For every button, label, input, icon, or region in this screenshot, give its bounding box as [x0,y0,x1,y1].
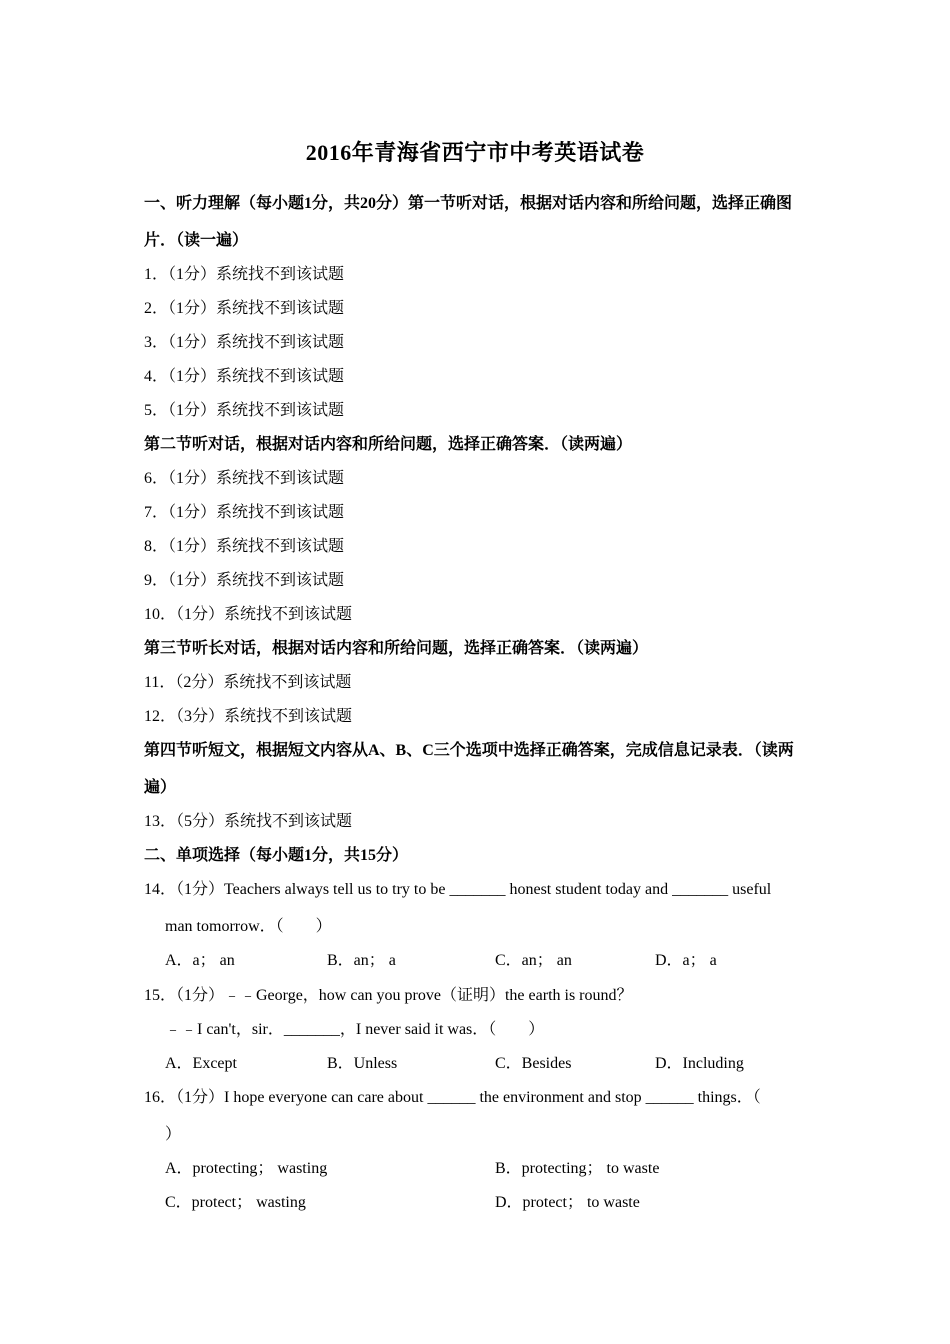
section4-heading-cont: 遍） [144,779,177,796]
section3-heading: 第三节听长对话，根据对话内容和所给问题，选择正确答案．（读两遍） [144,640,649,657]
question-15-option-b[interactable]: B．Unless [327,1055,398,1072]
question-13: 13．（5分）系统找不到该试题 [144,813,353,830]
question-15-stem: 15．（1分）﹣﹣George，how can you prove（证明）the earth is round？ [144,987,633,1004]
question-11: 11．（2分）系统找不到该试题 [144,674,352,691]
question-6: 6．（1分）系统找不到该试题 [144,470,345,487]
question-7: 7．（1分）系统找不到该试题 [144,504,345,521]
question-14-option-a[interactable]: A．a； an [165,952,235,969]
section4-heading: 第四节听短文，根据短文内容从A、B、C三个选项中选择正确答案，完成信息记录表．（读两 [144,742,794,759]
question-3: 3．（1分）系统找不到该试题 [144,334,345,351]
section2-heading: 第二节听对话，根据对话内容和所给问题，选择正确答案．（读两遍） [144,436,633,453]
question-2: 2．（1分）系统找不到该试题 [144,300,345,317]
part1-heading: 一、听力理解（每小题1分，共20分）第一节听对话，根据对话内容和所给问题，选择正确图 [144,195,793,212]
question-12: 12．（3分）系统找不到该试题 [144,708,353,725]
question-14-option-c[interactable]: C．an； an [495,952,572,969]
question-16-option-b[interactable]: B．protecting； to waste [495,1160,660,1177]
question-9: 9．（1分）系统找不到该试题 [144,572,345,589]
question-8: 8．（1分）系统找不到该试题 [144,538,345,555]
page-title: 2016年青海省西宁市中考英语试卷 [305,140,645,165]
question-14-stem: 14．（1分）Teachers always tell us to try to be _______ honest student today and _______ useful [144,881,772,898]
question-14-option-d[interactable]: D．a； a [655,952,717,969]
question-10: 10．（1分）系统找不到该试题 [144,606,353,623]
part2-heading: 二、单项选择（每小题1分，共15分） [144,847,409,864]
question-15-stem-cont: ﹣﹣I can't，sir．_______，I never said it was．（ ） [165,1021,545,1038]
question-4: 4．（1分）系统找不到该试题 [144,368,345,385]
question-1: 1．（1分）系统找不到该试题 [144,266,345,283]
question-15-option-a[interactable]: A．Except [165,1055,237,1072]
question-16-option-d[interactable]: D．protect； to waste [495,1194,640,1211]
question-16-option-a[interactable]: A．protecting； wasting [165,1160,328,1177]
question-5: 5．（1分）系统找不到该试题 [144,402,345,419]
question-16-stem: 16．（1分）I hope everyone can care about ______ the environment and stop ______ things．（ [144,1089,761,1106]
question-16-option-c[interactable]: C．protect； wasting [165,1194,306,1211]
question-15-option-c[interactable]: C．Besides [495,1055,572,1072]
part1-heading-cont: 片．（读一遍） [144,232,249,249]
question-14-option-b[interactable]: B．an； a [327,952,396,969]
question-15-option-d[interactable]: D．Including [655,1055,744,1072]
question-14-stem-cont: man tomorrow．（ ） [165,918,332,935]
question-16-stem-cont: ） [165,1126,182,1143]
